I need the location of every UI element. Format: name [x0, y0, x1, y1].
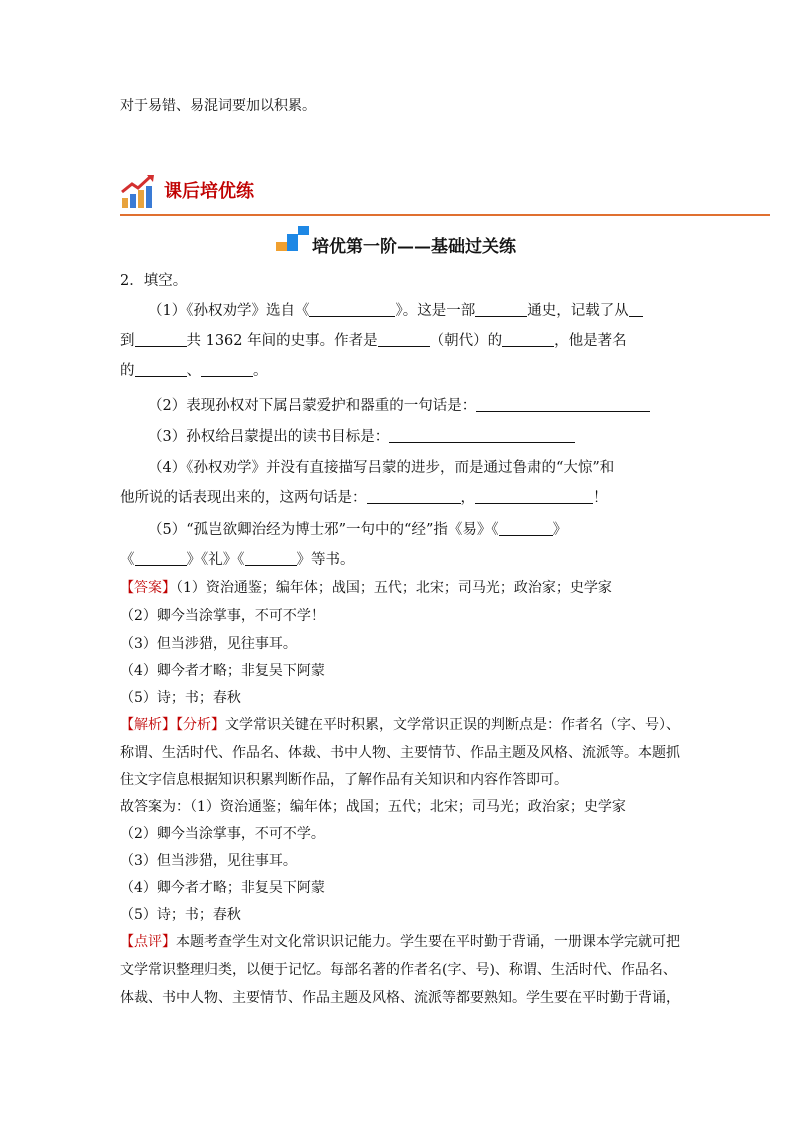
blank[interactable]: [135, 332, 187, 347]
intro-text: 对于易错、易混词要加以积累。: [120, 98, 316, 114]
analysis-tag: 【解析】: [120, 717, 176, 733]
comment-line-3: 体裁、书中人物、主要情节、作品主题及风格、流派等都要熟知。学生要在平时勤于背诵，: [120, 990, 680, 1006]
section-title: 课后培优练: [164, 181, 254, 202]
comment-tag: 【点评】: [120, 934, 176, 950]
blank[interactable]: [475, 489, 593, 504]
blank[interactable]: [135, 362, 187, 377]
comment-line-1: 【点评】本题考查学生对文化常识识记能力。学生要在平时勤于背诵，一册课本学完就可把: [120, 934, 680, 950]
blank[interactable]: [135, 551, 187, 566]
question-part-1-line-2: 到 共 1362 年间的史事。作者是 （朝代）的 ，他是著名: [120, 333, 627, 349]
analysis-subtag: 【分析】: [176, 717, 225, 733]
analysis-line-1: 【解析】【分析】文学常识关键在平时积累，文学常识正误的判断点是：作者名（字、号）、: [120, 717, 680, 733]
blank[interactable]: [475, 302, 527, 317]
blank[interactable]: [502, 332, 554, 347]
analysis-line-3: 住文字信息根据知识积累判断作品，了解作品有关知识和内容作答即可。: [120, 772, 568, 788]
blank[interactable]: [245, 551, 297, 566]
growth-chart-icon: [120, 174, 156, 210]
blank[interactable]: [201, 362, 253, 377]
question-part-4-line-2: 他所说的话表现出来的，这两句话是： ， ！: [120, 490, 608, 506]
answer-tag: 【答案】: [120, 580, 176, 596]
blank[interactable]: [629, 302, 643, 317]
blank[interactable]: [499, 521, 553, 536]
answer-line-3: （3）但当涉猎，见往事耳。: [120, 636, 297, 652]
analysis-answer-3: （3）但当涉猎，见往事耳。: [120, 853, 297, 869]
blank[interactable]: [389, 428, 575, 443]
answer-line-2: （2）卿今当涂掌事，不可不学！: [120, 608, 325, 624]
analysis-answer-4: （4）卿今者才略；非复吴下阿蒙: [120, 880, 325, 896]
answer-line-4: （4）卿今者才略；非复吴下阿蒙: [120, 663, 325, 679]
question-part-1-line-3: 的 、 。: [120, 363, 268, 379]
subsection-title: 培优第一阶——基础过关练: [312, 237, 516, 257]
question-part-1-line-1: （1）《孙权劝学》选自《 》。这是一部 通史，记载了从: [148, 302, 643, 320]
analysis-final-line: 故答案为：（1）资治通鉴；编年体；战国；五代；北宋；司马光；政治家；史学家: [120, 799, 626, 815]
answer-line-5: （5）诗；书；春秋: [120, 690, 241, 706]
question-part-5-line-1: （5）“孤岂欲卿治经为博士邪”一句中的“经”指《易》《 》: [148, 522, 568, 538]
blank[interactable]: [367, 489, 461, 504]
analysis-answer-2: （2）卿今当涂掌事，不可不学。: [120, 826, 325, 842]
analysis-line-2: 称谓、生活时代、作品名、体裁、书中人物、主要情节、作品主题及风格、流派等。本题抓: [120, 745, 680, 761]
question-part-3: （3）孙权给吕蒙提出的读书目标是：: [148, 428, 575, 446]
blank[interactable]: [476, 397, 650, 412]
question-part-2: （2）表现孙权对下属吕蒙爱护和器重的一句话是：: [148, 397, 650, 415]
blank[interactable]: [378, 332, 430, 347]
comment-line-2: 文学常识整理归类，以便于记忆。每部名著的作者名(字、号)、称谓、生活时代、作品名、: [120, 962, 677, 978]
analysis-answer-5: （5）诗；书；春秋: [120, 907, 241, 923]
question-part-5-line-2: 《 》《礼》《 》等书。: [120, 552, 355, 568]
blank[interactable]: [309, 302, 395, 317]
question-number: 2．填空。: [120, 273, 188, 289]
answer-line-1: 【答案】（1）资治通鉴；编年体；战国；五代；北宋；司马光；政治家；史学家: [120, 580, 612, 596]
question-part-4-line-1: （4）《孙权劝学》并没有直接描写吕蒙的进步，而是通过鲁肃的“大惊”和: [148, 460, 615, 476]
stairs-icon: [276, 224, 310, 252]
